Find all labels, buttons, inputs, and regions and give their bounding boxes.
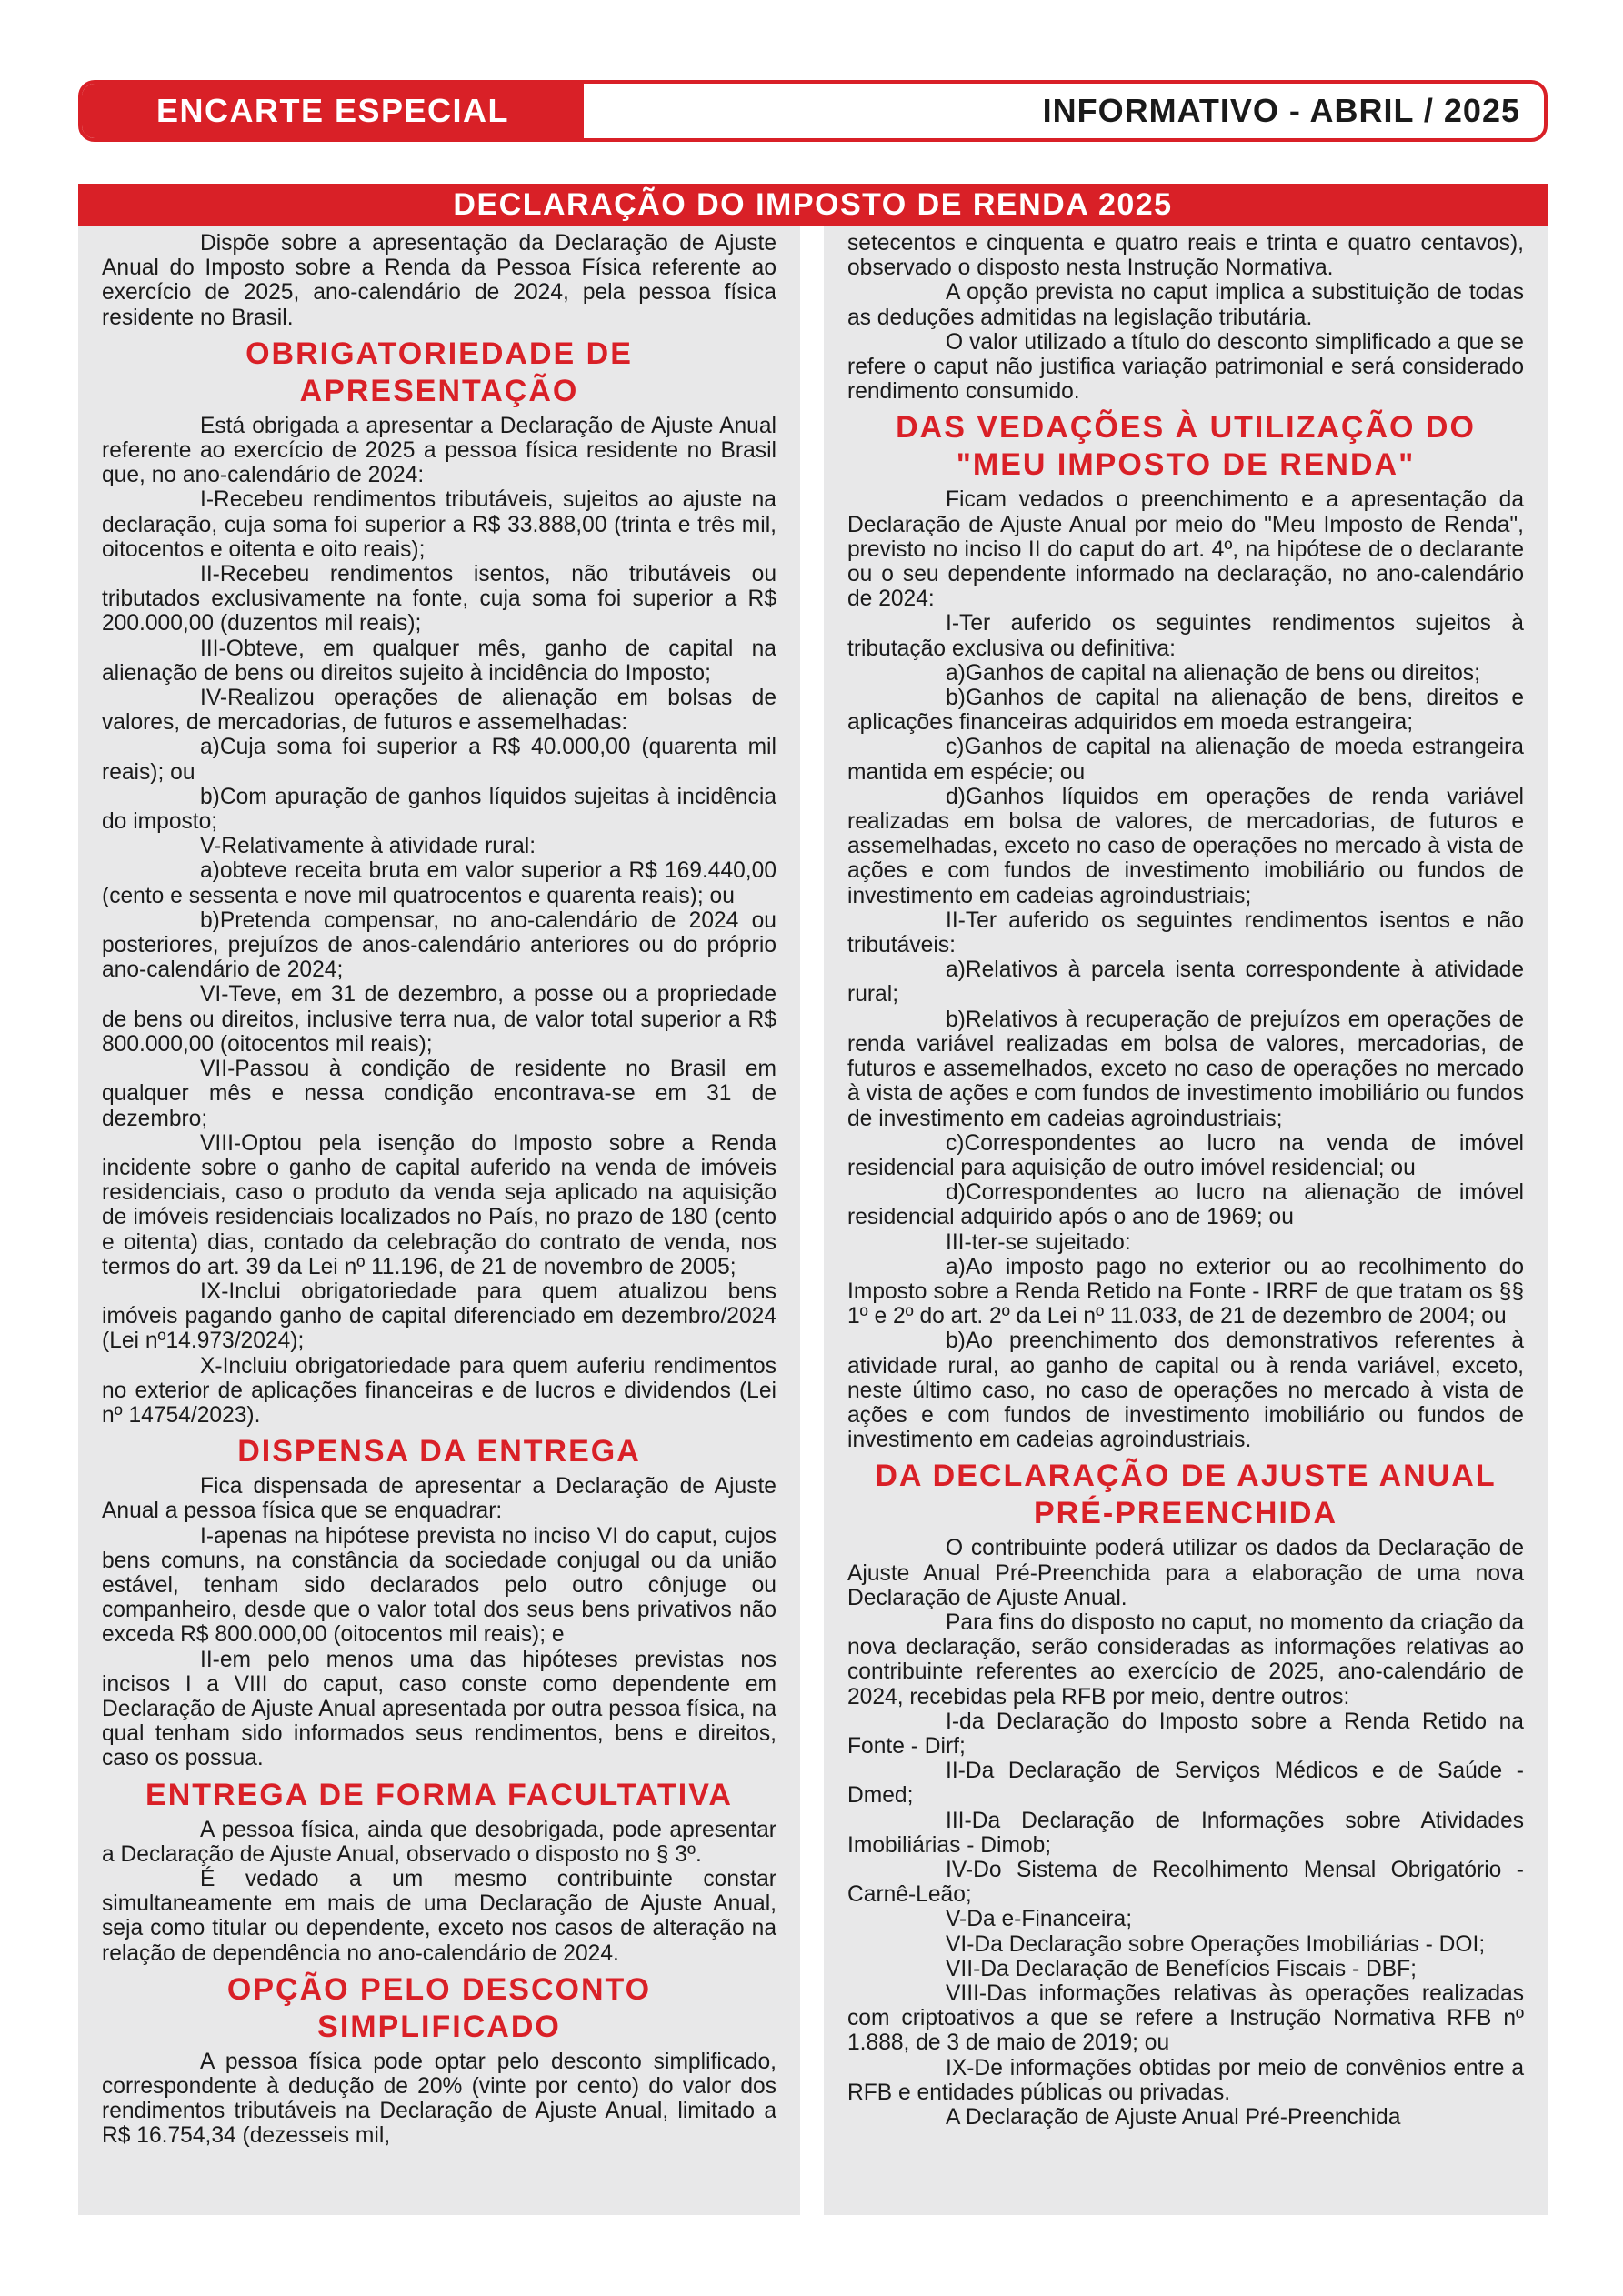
paragraph: Ficam vedados o preenchimento e a apresentação da Declaração de Ajuste Anual por meio do "Meu Imposto de Renda", previsto no inciso II do caput do art. 4º, na hipótese de o declarante ou o seu dependente informado na declaração, no ano-calendário de 2024: [847,487,1524,612]
paragraph: VIII-Das informações relativas às operações realizadas com criptoativos a que se refere a Instrução Normativa RFB nº 1.888, de 3 de maio de 2019; ou [847,1981,1524,2056]
paragraph: setecentos e cinquenta e quatro reais e trinta e quatro centavos), observado o disposto nesta Instrução Normativa. [847,231,1524,281]
paragraph: b)Com apuração de ganhos líquidos sujeitas à incidência do imposto; [102,784,776,835]
paragraph: I-da Declaração do Imposto sobre a Renda Retido na Fonte - Dirf; [847,1709,1524,1759]
paragraph: c)Ganhos de capital na alienação de moeda estrangeira mantida em espécie; ou [847,735,1524,785]
paragraph: II-em pelo menos uma das hipóteses previstas nos incisos I a VIII do caput, caso conste como dependente em Declaração de Ajuste Anual apresentada por outra pessoa física, na qual tenham sido informados seus rendimentos, bens e direitos, caso os possua. [102,1647,776,1771]
paragraph: II-Recebeu rendimentos isentos, não tributáveis ou tributados exclusivamente na fonte, cuja soma foi superior a R$ 200.000,00 (duzentos mil reais); [102,562,776,637]
paragraph: A pessoa física, ainda que desobrigada, pode apresentar a Declaração de Ajuste Anual, observado o disposto no § 3º. [102,1817,776,1867]
issue-label: INFORMATIVO - ABRIL / 2025 [1042,92,1520,129]
right-column [824,226,1548,2215]
paragraph: a)Ao imposto pago no exterior ou ao recolhimento do Imposto sobre a Renda Retido na Fonte - IRRF de que tratam os §§ 1º e 2º do art. 2º da Lei nº 11.033, de 21 de dezembro de 2004; ou [847,1254,1524,1329]
section-heading: DISPENSA DA ENTREGA [237,1434,641,1469]
section-heading: OBRIGATORIEDADE DE APRESENTAÇÃO [245,336,633,408]
paragraph: IX-Inclui obrigatoriedade para quem atualizou bens imóveis pagando ganho de capital diferenciado em dezembro/2024 (Lei nº14.973/2024); [102,1278,776,1354]
section-heading: OPÇÃO PELO DESCONTO SIMPLIFICADO [226,1971,652,2044]
paragraph: IX-De informações obtidas por meio de convênios entre a RFB e entidades públicas ou privadas. [847,2055,1524,2105]
paragraph: VII-Passou à condição de residente no Brasil em qualquer mês e nessa condição encontrava-se em 31 de dezembro; [102,1057,776,1131]
paragraph: b)Ganhos de capital na alienação de bens, direitos e aplicações financeiras adquiridos em moeda estrangeira; [847,686,1524,736]
section-heading: DAS VEDAÇÕES À UTILIZAÇÃO DO "MEU IMPOSTO DE RENDA" [896,410,1476,483]
paragraph: IV-Do Sistema de Recolhimento Mensal Obrigatório - Carnê-Leão; [847,1857,1524,1908]
paragraph: X-Incluiu obrigatoriedade para quem auferiu rendimentos no exterior de aplicações financeiras e de lucros e dividendos (Lei nº 14754/2023). [102,1353,776,1428]
paragraph: Está obrigada a apresentar a Declaração de Ajuste Anual referente ao exercício de 2025 a pessoa física residente no Brasil que, no ano-calendário de 2024: [102,413,776,488]
page-header [78,80,1548,142]
paragraph: a)Relativos à parcela isenta correspondente à atividade rural; [847,958,1524,1008]
paragraph: I-apenas na hipótese prevista no inciso VI do caput, cujos bens comuns, na constância da sociedade conjugal ou da união estável, tenham sido declarados pelo outro cônjuge ou companheiro, desde que o valor total dos seus bens privativos não exceda R$ 800.000,00 (oitocentos mil reais); e [102,1523,776,1648]
paragraph: a)obteve receita bruta em valor superior a R$ 169.440,00 (cento e sessenta e nove mil quatrocentos e quarenta reais); ou [102,858,776,908]
paragraph: A Declaração de Ajuste Anual Pré-Preenchida [946,2105,1401,2131]
paragraph: VI-Da Declaração sobre Operações Imobiliárias - DOI; [946,1931,1486,1957]
paragraph: A pessoa física pode optar pelo desconto simplificado, correspondente à dedução de 20% (vinte por cento) do valor dos rendimentos tributáveis na Declaração de Ajuste Anual, limitado a R$ 16.754,34 (dezesseis mil, [102,2049,776,2149]
paragraph: É vedado a um mesmo contribuinte constar simultaneamente em mais de uma Declaração de Ajuste Anual, seja como titular ou dependente, exceto nos casos de alteração na relação de dependência no ano-calendário de 2024. [102,1866,776,1966]
paragraph: O contribuinte poderá utilizar os dados da Declaração de Ajuste Anual Pré-Preenchida para a elaboração de uma nova Declaração de Ajuste Anual. [847,1536,1524,1610]
paragraph: a)Cuja soma foi superior a R$ 40.000,00 (quarenta mil reais); ou [102,735,776,785]
left-column [78,226,800,2215]
paragraph: VII-Da Declaração de Benefícios Fiscais - DBF; [946,1956,1418,1981]
paragraph: d)Ganhos líquidos em operações de renda variável realizadas em bolsa de valores, de mercadorias, de futuros e assemelhadas, exceto no caso de operações no mercado à vista de ações e com fundos de investimento imobiliário ou fundos de investimento em cadeias agroindustriais; [847,784,1524,908]
article-title: DECLARAÇÃO DO IMPOSTO DE RENDA 2025 [78,184,1548,226]
paragraph: Para fins do disposto no caput, no momento da criação da nova declaração, serão consideradas as informações relativas ao contribuinte referentes ao exercício de 2025, ano-calendário de 2024, recebidas pela RFB por meio, dentre outros: [847,1609,1524,1709]
paragraph: VI-Teve, em 31 de dezembro, a posse ou a propriedade de bens ou direitos, inclusive terra nua, de valor total superior a R$ 800.000,00 (oitocentos mil reais); [102,982,776,1057]
paragraph: II-Ter auferido os seguintes rendimentos isentos e não tributáveis: [847,907,1524,958]
paragraph: III-Da Declaração de Informações sobre Atividades Imobiliárias - Dimob; [847,1808,1524,1858]
section-label: ENCARTE ESPECIAL [82,84,584,138]
paragraph: b)Ao preenchimento dos demonstrativos referentes à atividade rural, ao ganho de capital ou à renda variável, exceto, neste último caso, no caso de operações no mercado à vista de ações e com fundos de investimento imobiliário ou fundos de investimento em cadeias agroindustriais. [847,1328,1524,1453]
paragraph: Dispõe sobre a apresentação da Declaração de Ajuste Anual do Imposto sobre a Renda da Pessoa Física referente ao exercício de 2025, ano-calendário de 2024, pela pessoa física residente no Brasil. [102,231,776,330]
section-heading: DA DECLARAÇÃO DE AJUSTE ANUAL PRÉ-PREENCHIDA [875,1459,1497,1531]
paragraph: O valor utilizado a título do desconto simplificado a que se refere o caput não justifica variação patrimonial e será considerado rendimento consumido. [847,329,1524,405]
paragraph: c)Correspondentes ao lucro na venda de imóvel residencial para aquisição de outro imóvel residencial; ou [847,1130,1524,1180]
paragraph: III-Obteve, em qualquer mês, ganho de capital na alienação de bens ou direitos sujeito à incidência do Imposto; [102,636,776,686]
paragraph: A opção prevista no caput implica a substituição de todas as deduções admitidas na legislação tributária. [847,280,1524,330]
paragraph: d)Correspondentes ao lucro na alienação de imóvel residencial adquirido após o ano de 1969; ou [847,1180,1524,1230]
paragraph: b)Pretenda compensar, no ano-calendário de 2024 ou posteriores, prejuízos de anos-calendário anteriores ou do próprio ano-calendário de 2024; [102,907,776,983]
paragraph: Fica dispensada de apresentar a Declaração de Ajuste Anual a pessoa física que se enquadrar: [102,1474,776,1524]
section-heading: ENTREGA DE FORMA FACULTATIVA [145,1777,733,1812]
paragraph: II-Da Declaração de Serviços Médicos e de Saúde - Dmed; [847,1759,1524,1809]
paragraph: I-Ter auferido os seguintes rendimentos sujeitos à tributação exclusiva ou definitiva: [847,611,1524,661]
paragraph: V-Relativamente à atividade rural: [200,834,536,859]
paragraph: III-ter-se sujeitado: [946,1229,1131,1255]
paragraph: a)Ganhos de capital na alienação de bens ou direitos; [946,660,1480,686]
paragraph: VIII-Optou pela isenção do Imposto sobre a Renda incidente sobre o ganho de capital auferido na venda de imóveis residenciais, caso o produto da venda seja aplicado na aquisição de imóveis residenciais localizados no País, no prazo de 180 (cento e oitenta) dias, contado da celebração do contrato de venda, nos termos do art. 39 da Lei nº 11.196, de 21 de novembro de 2005; [102,1130,776,1279]
paragraph: b)Relativos à recuperação de prejuízos em operações de renda variável realizadas em bolsa de valores, mercadorias, de futuros e assemelhados, exceto no caso de operações no mercado à vista de ações e com fundos de investimento imobiliário ou fundos de investimento em cadeias agroindustriais; [847,1007,1524,1131]
paragraph: I-Recebeu rendimentos tributáveis, sujeitos ao ajuste na declaração, cuja soma foi superior a R$ 33.888,00 (trinta e três mil, oitocentos e oitenta e oito reais); [102,487,776,562]
paragraph: IV-Realizou operações de alienação em bolsas de valores, de mercadorias, de futuros e assemelhadas: [102,686,776,736]
paragraph: V-Da e-Financeira; [946,1907,1133,1932]
